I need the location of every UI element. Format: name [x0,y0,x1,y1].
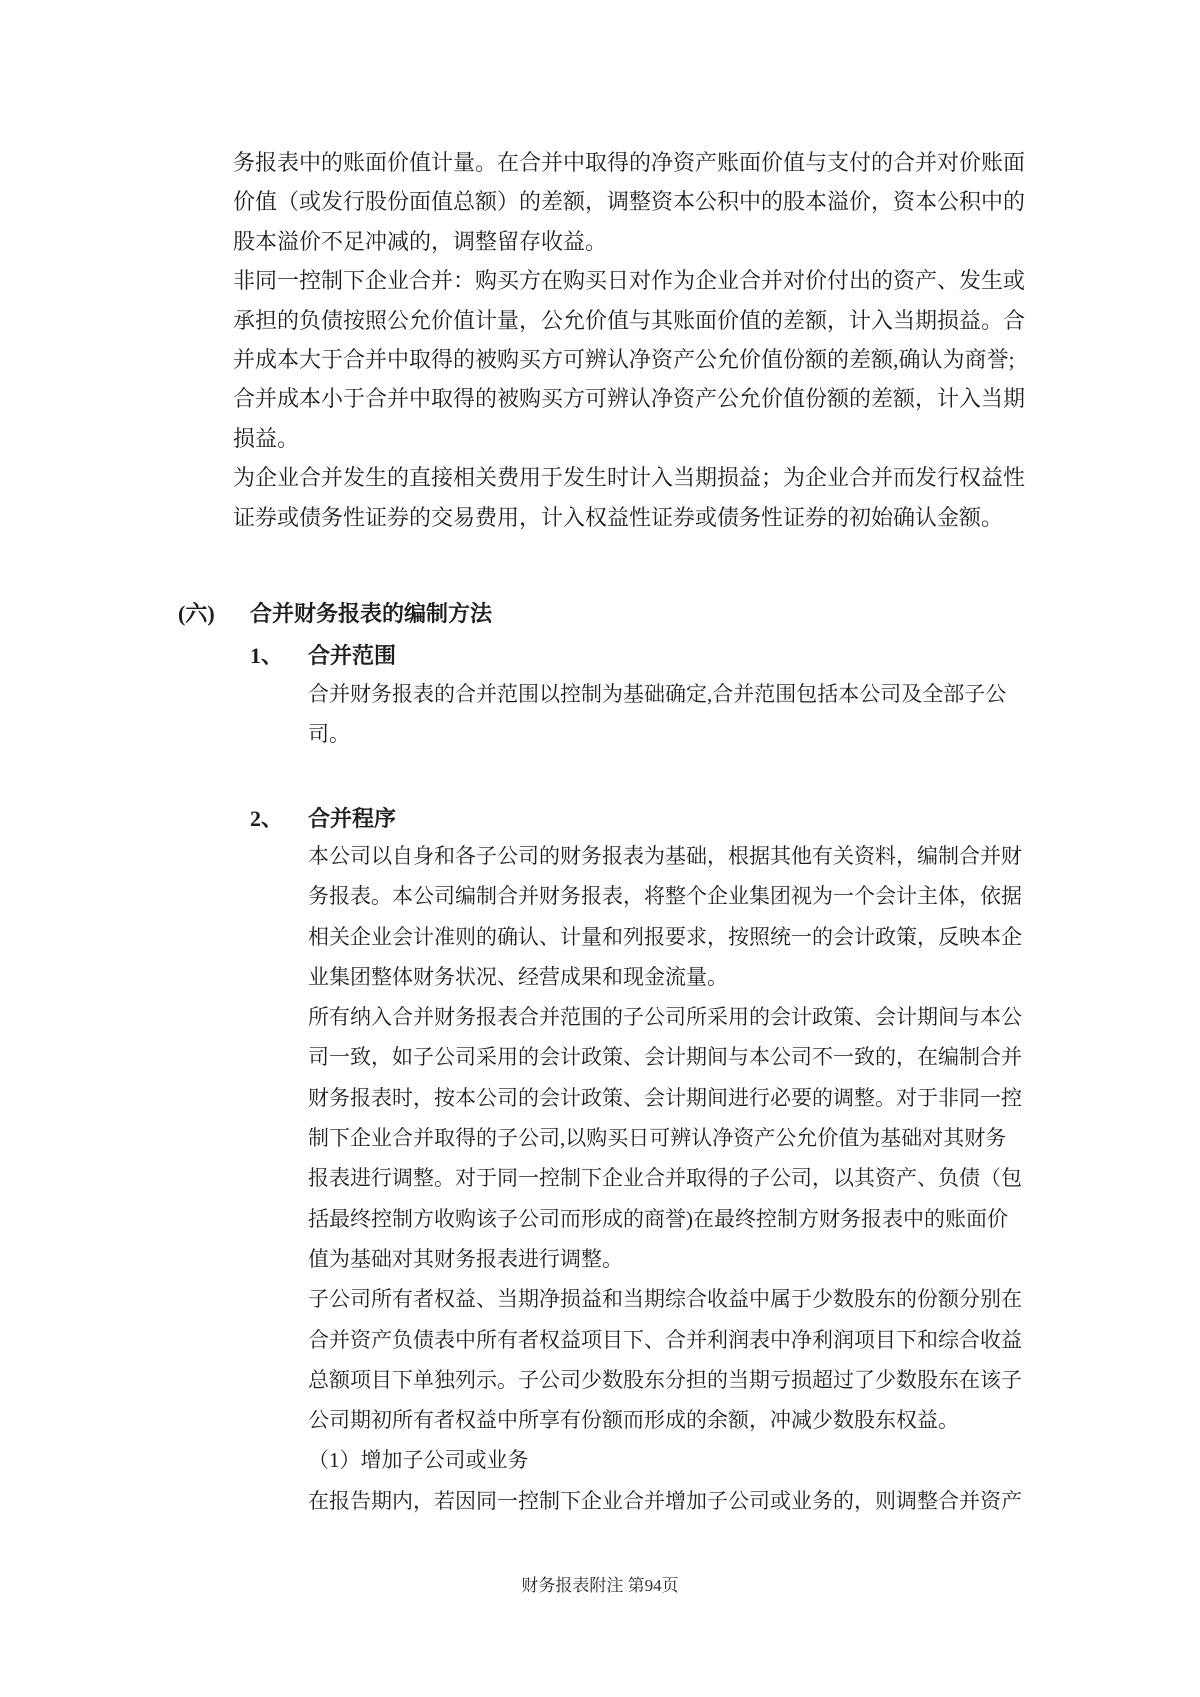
subsection-1-title: 合并范围 [308,643,397,668]
text-line: 值为基础对其财务报表进行调整。 [308,1246,623,1271]
text-line: 承担的负债按照公允价值计量，公允价值与其账面价值的差额，计入当期损益。合 [233,307,1026,333]
text-line: 股本溢价不足冲减的，调整留存收益。 [233,228,608,254]
text-line: 子公司所有者权益、当期净损益和当期综合收益中属于少数股东的份额分别在 [308,1287,1022,1312]
text-line: 财务报表时，按本公司的会计政策、会计期间进行必要的调整。对于非同一控 [308,1085,1022,1110]
page-footer: 财务报表附注 第94页 [521,1576,679,1595]
subsection-2-title: 合并程序 [308,806,397,831]
text-line: 合并资产负债表中所有者权益项目下、合并利润表中净利润项目下和综合收益 [308,1327,1022,1352]
text-line: 并成本大于合并中取得的被购买方可辨认净资产公允价值份额的差额,确认为商誉; [233,347,1015,373]
text-line: 业集团整体财务状况、经营成果和现金流量。 [308,964,728,989]
text-line: 制下企业合并取得的子公司,以购买日可辨认净资产公允价值为基础对其财务 [308,1126,1007,1151]
text-line: 总额项目下单独列示。子公司少数股东分担的当期亏损超过了少数股东在该子 [308,1367,1022,1392]
text-line: 所有纳入合并财务报表合并范围的子公司所采用的会计政策、会计期间与本公 [308,1005,1022,1030]
text-line: 本公司以自身和各子公司的财务报表为基础，根据其他有关资料，编制合并财 [308,844,1022,868]
intro-paragraphs [233,143,1033,537]
text-line: 合并财务报表的合并范围以控制为基础确定,合并范围包括本公司及全部子公 [308,682,1007,706]
text-line: 价值（或发行股份面值总额）的差额，调整资本公积中的股本溢价，资本公积中的 [233,189,1026,215]
text-line: 公司期初所有者权益中所享有份额而形成的余额，冲减少数股东权益。 [308,1408,959,1433]
text-line: 合并成本小于合并中取得的被购买方可辨认净资产公允价值份额的差额，计入当期 [233,386,1026,412]
section-title: 合并财务报表的编制方法 [250,601,493,626]
text-line: 损益。 [233,425,300,451]
text-line: 括最终控制方收购该子公司而形成的商誉)在最终控制方财务报表中的账面价 [308,1206,1008,1231]
text-line: 相关企业会计准则的确认、计量和列报要求，按照统一的会计政策，反映本企 [308,924,1022,949]
text-line: 为企业合并发生的直接相关费用于发生时计入当期损益；为企业合并而发行权益性 [233,465,1026,491]
subsection-1-body [308,674,1038,754]
text-line: 司一致，如子公司采用的会计政策、会计期间与本公司不一致的，在编制合并 [308,1045,1022,1070]
text-line: 在报告期内，若因同一控制下企业合并增加子公司或业务的，则调整合并资产 [308,1488,1022,1513]
subsection-1-heading [250,641,396,671]
subsection-2-body [308,836,1038,1521]
text-line: 证券或债务性证券的交易费用，计入权益性证券或债务性证券的初始确认金额。 [233,504,1004,530]
text-line: 司。 [308,722,350,746]
text-line: 非同一控制下企业合并：购买方在购买日对作为企业合并对价付出的资产、发生或 [233,268,1026,294]
subsection-2-heading [250,804,396,834]
subsection-1-number: 1、 [250,643,284,668]
subsection-2-number: 2、 [250,806,284,831]
section-heading [178,599,492,629]
section-number: (六) [178,601,215,626]
text-line: 务报表。本公司编制合并财务报表，将整个企业集团视为一个会计主体，依据 [308,884,1022,909]
text-line: 务报表中的账面价值计量。在合并中取得的净资产账面价值与支付的合并对价账面 [233,150,1026,175]
list-item-1-heading: （1）增加子公司或业务 [308,1448,529,1473]
text-line: 报表进行调整。对于同一控制下企业合并取得的子公司，以其资产、负债（包 [308,1166,1022,1191]
